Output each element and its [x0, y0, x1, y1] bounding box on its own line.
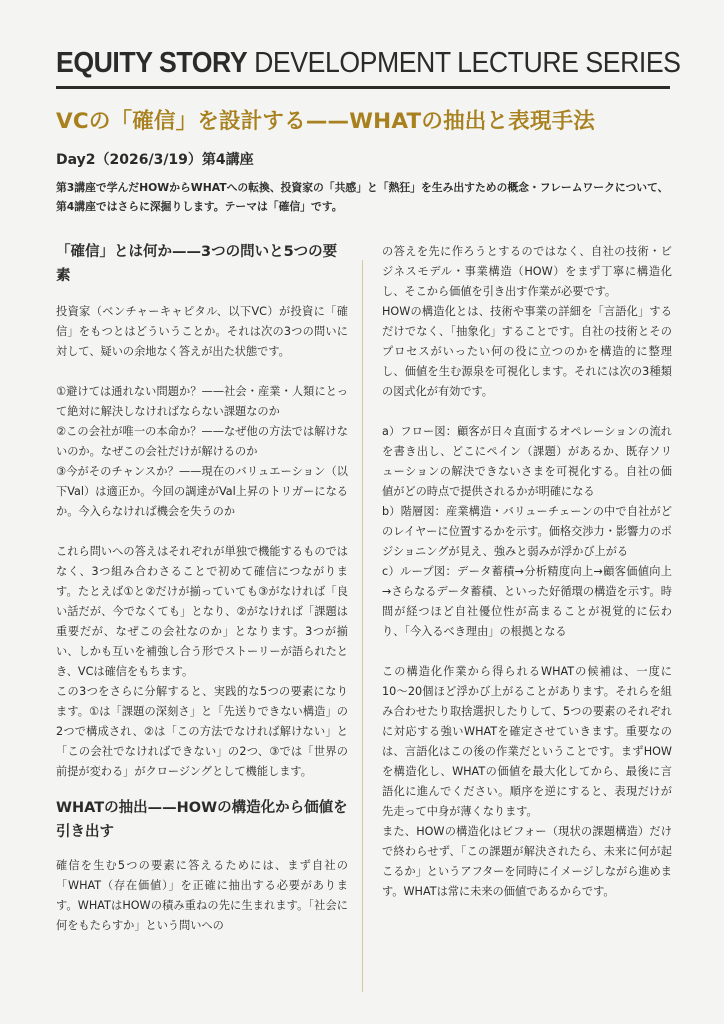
- question-2: ②この会社が唯一の本命か？——なぜ他の方法では解けないのか。なぜこの会社だけが解けるのか: [56, 425, 348, 458]
- series-title-light: DEVELOPMENT LECTURE SERIES: [247, 47, 681, 79]
- list-item-flow: a）フロー図：顧客が日々直面するオペレーションの流れを書き出し、どこにペイン（課題）があるか、既存ソリューションの解決できないさまを可視化する。自社の価値がどの時点で提供されるかが明確になる: [382, 425, 672, 498]
- list-item-loop: c）ループ図：データ蓄積→分析精度向上→顧客価値向上→さらなるデータ蓄積、といった好循環の構造を示す。時間が経つほど自社優位性が高まることが視覚的に伝わり、「今入るべき理由」の根拠となる: [382, 565, 672, 638]
- paragraph: また、HOWの構造化はビフォー（現状の課題構造）だけで終わらせず、「この課題が解決されたら、未来に何が起こるか」というアフターを同時にイメージしながら進めます。WHATは常に未来の価値であるからです。: [382, 825, 672, 898]
- paragraph: 投資家（ベンチャーキャピタル、以下VC）が投資に「確信」をもつとはどういうことか。それは次の3つの問いに対して、疑いの余地なく答えが出た状態です。: [56, 305, 348, 358]
- paragraph: 確信を生む5つの要素に答えるためには、まず自社の「WHAT（存在価値）」を正確に抽出する必要があります。WHATはHOWの積み重ねの先に生まれます。「社会に何をもたらすか」という問いへの: [56, 859, 348, 932]
- question-3: ③今がそのチャンスか？——現在のバリュエーション（以下Val）は適正か。今回の調達がVal上昇のトリガーになるか。今入らなければ機会を失うのか: [56, 465, 348, 518]
- left-column: [56, 240, 348, 936]
- column-divider: [362, 260, 363, 992]
- day-label: Day2（2026/3/19）第4講座: [56, 152, 254, 168]
- paragraph: これら問いへの答えはそれぞれが単独で機能するものではなく、3つ組み合わさることで初めて確信につながります。たとえば①と②だけが揃っていても③がなければ「良い話だが、今でなくても」となり、②がなければ「課題は重要だが、なぜこの会社なのか」となります。3つが揃い、しかも互いを補強し合う形でストーリーが語られたとき、VCは確信をもちます。: [56, 545, 348, 678]
- paragraph: の答えを先に作ろうとするのではなく、自社の技術・ビジネスモデル・事業構造（HOW）をまず丁寧に構造化し、そこから価値を引き出す作業が必要です。: [382, 245, 672, 298]
- series-title-bold: EQUITY STORY: [56, 47, 248, 79]
- header-rule: [56, 86, 670, 89]
- paragraph: HOWの構造化とは、技術や事業の詳細を「言語化」するだけでなく、「抽象化」することです。自社の技術とそのプロセスがいったい何の役に立つのかを構造的に整理し、価値を生む源泉を可視化します。それには次の3種類の図式化が有効です。: [382, 305, 672, 398]
- section-heading-what: WHATの抽出——HOWの構造化から価値を引き出す: [56, 800, 348, 840]
- intro-text: 第3講座で学んだHOWからWHATへの転換、投資家の「共感」と「熱狂」を生み出すための概念・フレームワークについて、第4講座ではさらに深掘りします。テーマは「確信」です。: [56, 181, 669, 213]
- right-column: [382, 242, 672, 902]
- paragraph: この構造化作業から得られるWHATの候補は、一度に10〜20個ほど浮かび上がることがあります。それらを組み合わせたり取捨選択したりして、5つの要素のそれぞれに対応する強いWHATを確定させていきます。重要なのは、言語化はこの後の作業だということです。まずHOWを構造化し、WHATの価値を最大化してから、最後に言語化に進んでください。順序を逆にすると、表現だけが先走って中身が薄くなります。: [382, 665, 672, 818]
- list-item-hierarchy: b）階層図：産業構造・バリューチェーンの中で自社がどのレイヤーに位置するかを示す。価格交渉力・影響力のポジショニングが見え、強みと弱みが浮かび上がる: [382, 505, 672, 558]
- page-title: VCの「確信」を設計する——WHATの抽出と表現手法: [56, 109, 595, 134]
- paragraph: この3つをさらに分解すると、実践的な5つの要素になります。①は「課題の深刻さ」と「先送りできない構造」の2つで構成され、②は「この方法でなければ解けない」と「この会社でなければできない」の2つ、③では「世界の前提が変わる」がクロージングとして機能します。: [56, 685, 348, 778]
- series-title: [56, 47, 681, 80]
- section-heading-kakushin: 「確信」とは何か——3つの問いと5つの要素: [56, 244, 338, 284]
- question-1: ①避けては通れない問題か？——社会・産業・人類にとって絶対に解決しなければならない課題なのか: [56, 385, 348, 418]
